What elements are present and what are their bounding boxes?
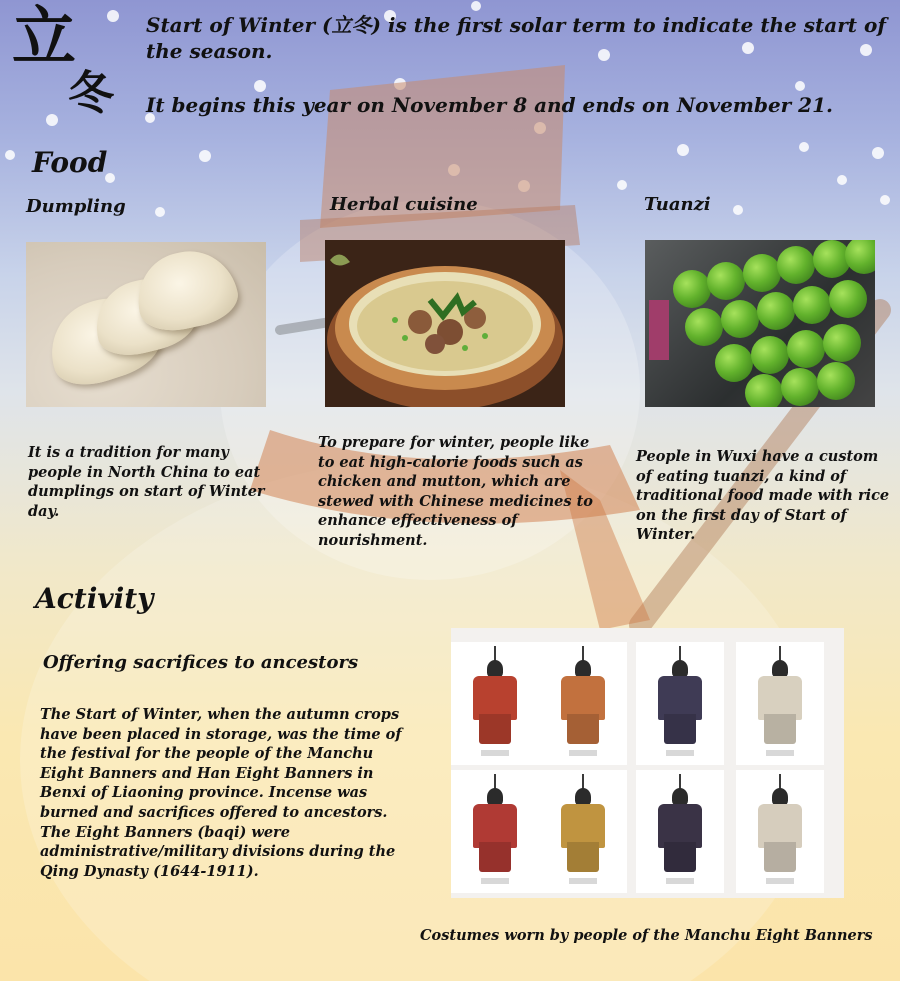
activity-subheading: Offering sacrifices to ancestors [43,652,359,673]
costume-figure [736,642,824,765]
dumpling-photo [26,242,266,407]
costume-figure [451,642,539,765]
activity-description: The Start of Winter, when the autumn crops have been placed in storage, was the time of the festival for the people of the Manchu Eight Banners and Han Eight Banners in Benxi of Liaoning province. Incense was burned and sacrifices offered to ancestors. The Eight Banners (baqi) were administrative/military divisions during the Qing Dynasty (1644-1911). [40,706,402,880]
intro-text-dates: It begins this year on November 8 and ends on November 21. [146,93,833,117]
food-title-dumpling: Dumpling [26,196,126,217]
costume-figure [636,642,724,765]
food-section-heading: Food [32,146,108,179]
costume-figure [451,770,539,893]
herbal-cuisine-photo [325,240,565,407]
activity-section-heading: Activity [35,582,154,615]
costume-figure [636,770,724,893]
tuanzi-photo [645,240,875,407]
food-title-herbal-cuisine: Herbal cuisine [330,194,478,215]
costumes-caption: Costumes worn by people of the Manchu Eight Banners [420,927,873,944]
costume-figure [736,770,824,893]
calligraphy-character-li: 立 [12,0,76,75]
calligraphy-character-dong: 冬 [68,66,114,120]
intro-text-definition: Start of Winter (立冬) is the first solar term to indicate the start of the season. [146,13,886,63]
costume-figure [539,770,627,893]
food-description-herbal-cuisine: To prepare for winter, people like to eat high-calorie foods such as chicken and mutton, which are stewed with Chinese medicines to enhance effectiveness of nourishment. [318,434,593,549]
costume-figure [539,642,627,765]
manchu-costumes-photo [451,628,844,898]
food-description-dumpling: It is a tradition for many people in North China to eat dumplings on start of Winter day. [28,444,265,520]
food-title-tuanzi: Tuanzi [644,194,711,215]
food-description-tuanzi: People in Wuxi have a custom of eating tuanzi, a kind of traditional food made with rice on the first day of Start of Winter. [636,448,890,544]
